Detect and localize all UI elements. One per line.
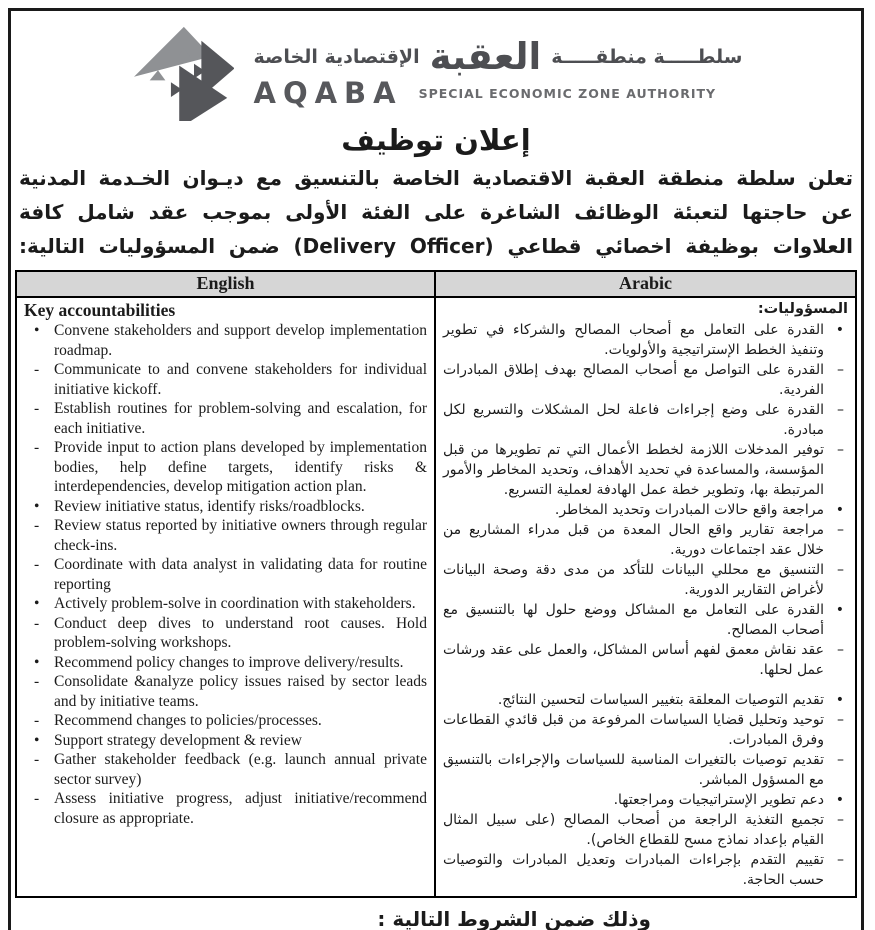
logo-arabic-zone-text: الإقتصادية الخاصة (253, 45, 420, 68)
table-body-row (17, 298, 855, 896)
list-item (24, 672, 427, 711)
list-item (24, 516, 427, 555)
bullet-marker: • (34, 497, 40, 515)
bullet-marker: • (835, 792, 844, 808)
table-header-arabic: Arabic (619, 273, 672, 293)
intro-line-2: عن حاجتها لتعبئة الوظائف الشاغرة على الفئة الأولى بموجب عقد شامل كافة (19, 200, 853, 224)
list-item-text: Convene stakeholders and support develop implementation roadmap. (54, 322, 427, 359)
announcement-title: إعلان توظيف (341, 123, 531, 157)
list-item-text: مراجعة واقع حالات المبادرات وتحديد المخاطر. (554, 502, 824, 518)
bullet-marker: • (34, 653, 40, 671)
list-item (443, 640, 848, 680)
list-item (443, 600, 848, 640)
list-item-text: Conduct deep dives to understand root causes. Hold problem-solving workshops. (54, 614, 427, 651)
document-page-border (8, 8, 864, 930)
bullet-marker: - (34, 439, 40, 456)
list-item-text: Review initiative status, identify risks/roadblocks. (54, 497, 365, 515)
list-item (24, 555, 427, 594)
list-item-text: توحيد وتحليل قضايا السياسات المرفوعة من قبل قائدي القطاعات وفرق المبادرات. (443, 712, 824, 748)
bullet-marker: • (34, 595, 40, 612)
list-item-text: Consolidate &analyze policy issues raised by sector leads and by initiative teams. (54, 673, 427, 710)
bullet-marker: • (835, 692, 844, 708)
arabic-cell-heading: المسؤوليات: (757, 301, 848, 317)
list-item (443, 810, 848, 850)
list-item-text: Establish routines for problem-solving and escalation, for each initiative. (54, 400, 427, 437)
list-item-text: القدرة على التعامل مع المشاكل ووضع حلول لها بالتنسيق مع أصحاب المصالح. (443, 602, 824, 638)
logo-aqaba-wordmark: AQABA (253, 76, 403, 110)
list-item-text: Provide input to action plans developed by implementation bodies, help define targets, identify risks & interdependencies, develop mitigation action plan. (54, 439, 427, 495)
intro-line-3: العلاوات بوظيفة اخصائي قطاعي (Delivery Officer) ضمن المسؤوليات التالية: (19, 234, 854, 258)
list-item-text: توفير المدخلات اللازمة لخطط الأعمال التي تم تطويرها من قبل المؤسسة، والمساعدة في تحديد الأهداف، وتحديد المخاطر والأمور المرتبطة بها، وتطوير خطة عمل الهادفة لعملية التسريع. (443, 442, 824, 498)
bullet-marker: – (837, 752, 844, 768)
list-item-text: Coordinate with data analyst in validating data for routine reporting (54, 556, 427, 593)
english-items-list (24, 321, 427, 828)
bullet-marker: - (34, 751, 40, 768)
list-item-text: Actively problem-solve in coordination with stakeholders. (54, 595, 416, 612)
list-item (443, 320, 848, 360)
bullet-marker: • (835, 502, 844, 518)
list-item (24, 614, 427, 653)
bullet-marker: – (837, 562, 844, 578)
list-item-text: Recommend changes to policies/processes. (54, 712, 322, 729)
table-header-row (17, 272, 855, 298)
list-item (443, 690, 848, 710)
list-item-text: مراجعة تقارير واقع الحال المعدة من قبل مدراء المشاريع من خلال عقد اجتماعات دورية. (443, 522, 824, 558)
list-item-text: Communicate to and convene stakeholders for individual initiative kickoff. (54, 361, 427, 398)
bullet-marker: - (34, 790, 40, 807)
logo-arabic-authority-text: سلطـــــة منطقـــــة (551, 45, 743, 68)
list-item (443, 790, 848, 810)
arabic-items-list (443, 320, 848, 890)
list-item (443, 520, 848, 560)
list-item (24, 321, 427, 360)
list-item (24, 750, 427, 789)
list-item-text: عقد نقاش معمق لفهم أساس المشاكل، والعمل على عقد ورشات عمل لحلها. (443, 642, 824, 678)
responsibilities-table (15, 270, 857, 898)
bullet-marker: – (837, 402, 844, 418)
list-item (24, 438, 427, 497)
conditions-heading: وذلك ضمن الشروط التالية : (377, 907, 651, 930)
list-item-text: Recommend policy changes to improve delivery/results. (54, 653, 404, 671)
list-item-text: Support strategy development & review (54, 731, 302, 749)
list-item (24, 653, 427, 673)
list-item (24, 789, 427, 828)
bullet-marker: • (34, 731, 40, 749)
list-item-text: دعم تطوير الإستراتيجيات ومراجعتها. (613, 792, 824, 808)
bullet-marker: - (34, 361, 40, 378)
bullet-marker: • (835, 602, 844, 618)
table-header-english: English (17, 272, 436, 296)
bullet-marker: – (837, 812, 844, 828)
list-item (24, 711, 427, 731)
bullet-marker: • (835, 322, 844, 338)
english-cell-heading: Key accountabilities (24, 300, 176, 320)
bullet-marker: – (837, 852, 844, 868)
bullet-marker: - (34, 712, 40, 729)
list-item (443, 400, 848, 440)
list-item-text: تجميع التغذية الراجعة من أصحاب المصالح (على سبيل المثال القيام بإعداد نماذج مسح للقطاع الخاص). (443, 812, 824, 848)
logo-arabic-aqaba-wordmark: العقبة (429, 35, 542, 78)
list-item-text: تقديم التوصيات المعلقة بتغيير السياسات لتحسين النتائج. (497, 692, 824, 708)
bullet-marker: • (34, 322, 40, 339)
bullet-marker: - (34, 556, 40, 573)
bullet-marker: - (34, 517, 40, 534)
list-item-text: القدرة على التعامل مع أصحاب المصالح والشركاء في تطوير وتنفيذ الخطط الإستراتيجية والأولويات. (443, 322, 824, 358)
aqaba-logo (11, 25, 861, 121)
list-item-text: القدرة على وضع إجراءات فاعلة لحل المشكلات والتسريع لكل مبادرة. (443, 402, 824, 438)
bullet-marker: - (34, 614, 40, 632)
list-item (443, 850, 848, 890)
list-item (24, 594, 427, 614)
logo-text-block (253, 35, 743, 110)
list-item-text: Assess initiative progress, adjust initiative/recommend closure as appropriate. (54, 790, 427, 827)
list-item (24, 497, 427, 517)
list-item-text: القدرة على التواصل مع أصحاب المصالح بهدف إطلاق المبادرات الفردية. (443, 362, 824, 398)
list-item (443, 500, 848, 520)
logo-arabic-line (253, 35, 743, 78)
bullet-marker: – (837, 442, 844, 458)
list-item-text: تقييم التقدم بإجراءات المبادرات وتعديل المبادرات والتوصيات حسب الحاجة. (443, 852, 824, 888)
list-item-text: تقديم توصيات بالتغيرات المناسبة للسياسات والإجراءات بالتنسيق مع المسؤول المباشر. (443, 752, 824, 788)
list-item (24, 360, 427, 399)
bullet-marker: – (837, 522, 844, 538)
arabic-responsibilities-cell (436, 298, 855, 896)
list-item (443, 710, 848, 750)
bullet-marker: – (837, 712, 844, 728)
aqaba-triangles-icon (130, 25, 234, 121)
list-item (443, 560, 848, 600)
english-accountabilities-cell (17, 298, 436, 896)
list-item-text: Review status reported by initiative owners through regular check-ins. (54, 517, 427, 554)
intro-line-1: تعلن سلطة منطقة العقبة الاقتصادية الخاصة بالتنسيق مع ديـوان الخـدمة المدنية (19, 166, 853, 190)
logo-english-subtitle: SPECIAL ECONOMIC ZONE AUTHORITY (418, 86, 717, 101)
list-item-text: Gather stakeholder feedback (e.g. launch annual private sector survey) (54, 751, 427, 788)
list-item (443, 440, 848, 500)
list-item-text: التنسيق مع محللي البيانات للتأكد من مدى دقة وصحة البيانات لأغراض التقارير الدورية. (443, 562, 824, 598)
bullet-marker: - (34, 673, 40, 690)
list-item (443, 360, 848, 400)
bullet-marker: – (837, 642, 844, 658)
list-item (24, 731, 427, 751)
list-item (24, 399, 427, 438)
list-item (443, 750, 848, 790)
intro-paragraph (19, 161, 853, 263)
bullet-marker: - (34, 400, 40, 417)
bullet-marker: – (837, 362, 844, 378)
logo-english-line (253, 76, 717, 110)
